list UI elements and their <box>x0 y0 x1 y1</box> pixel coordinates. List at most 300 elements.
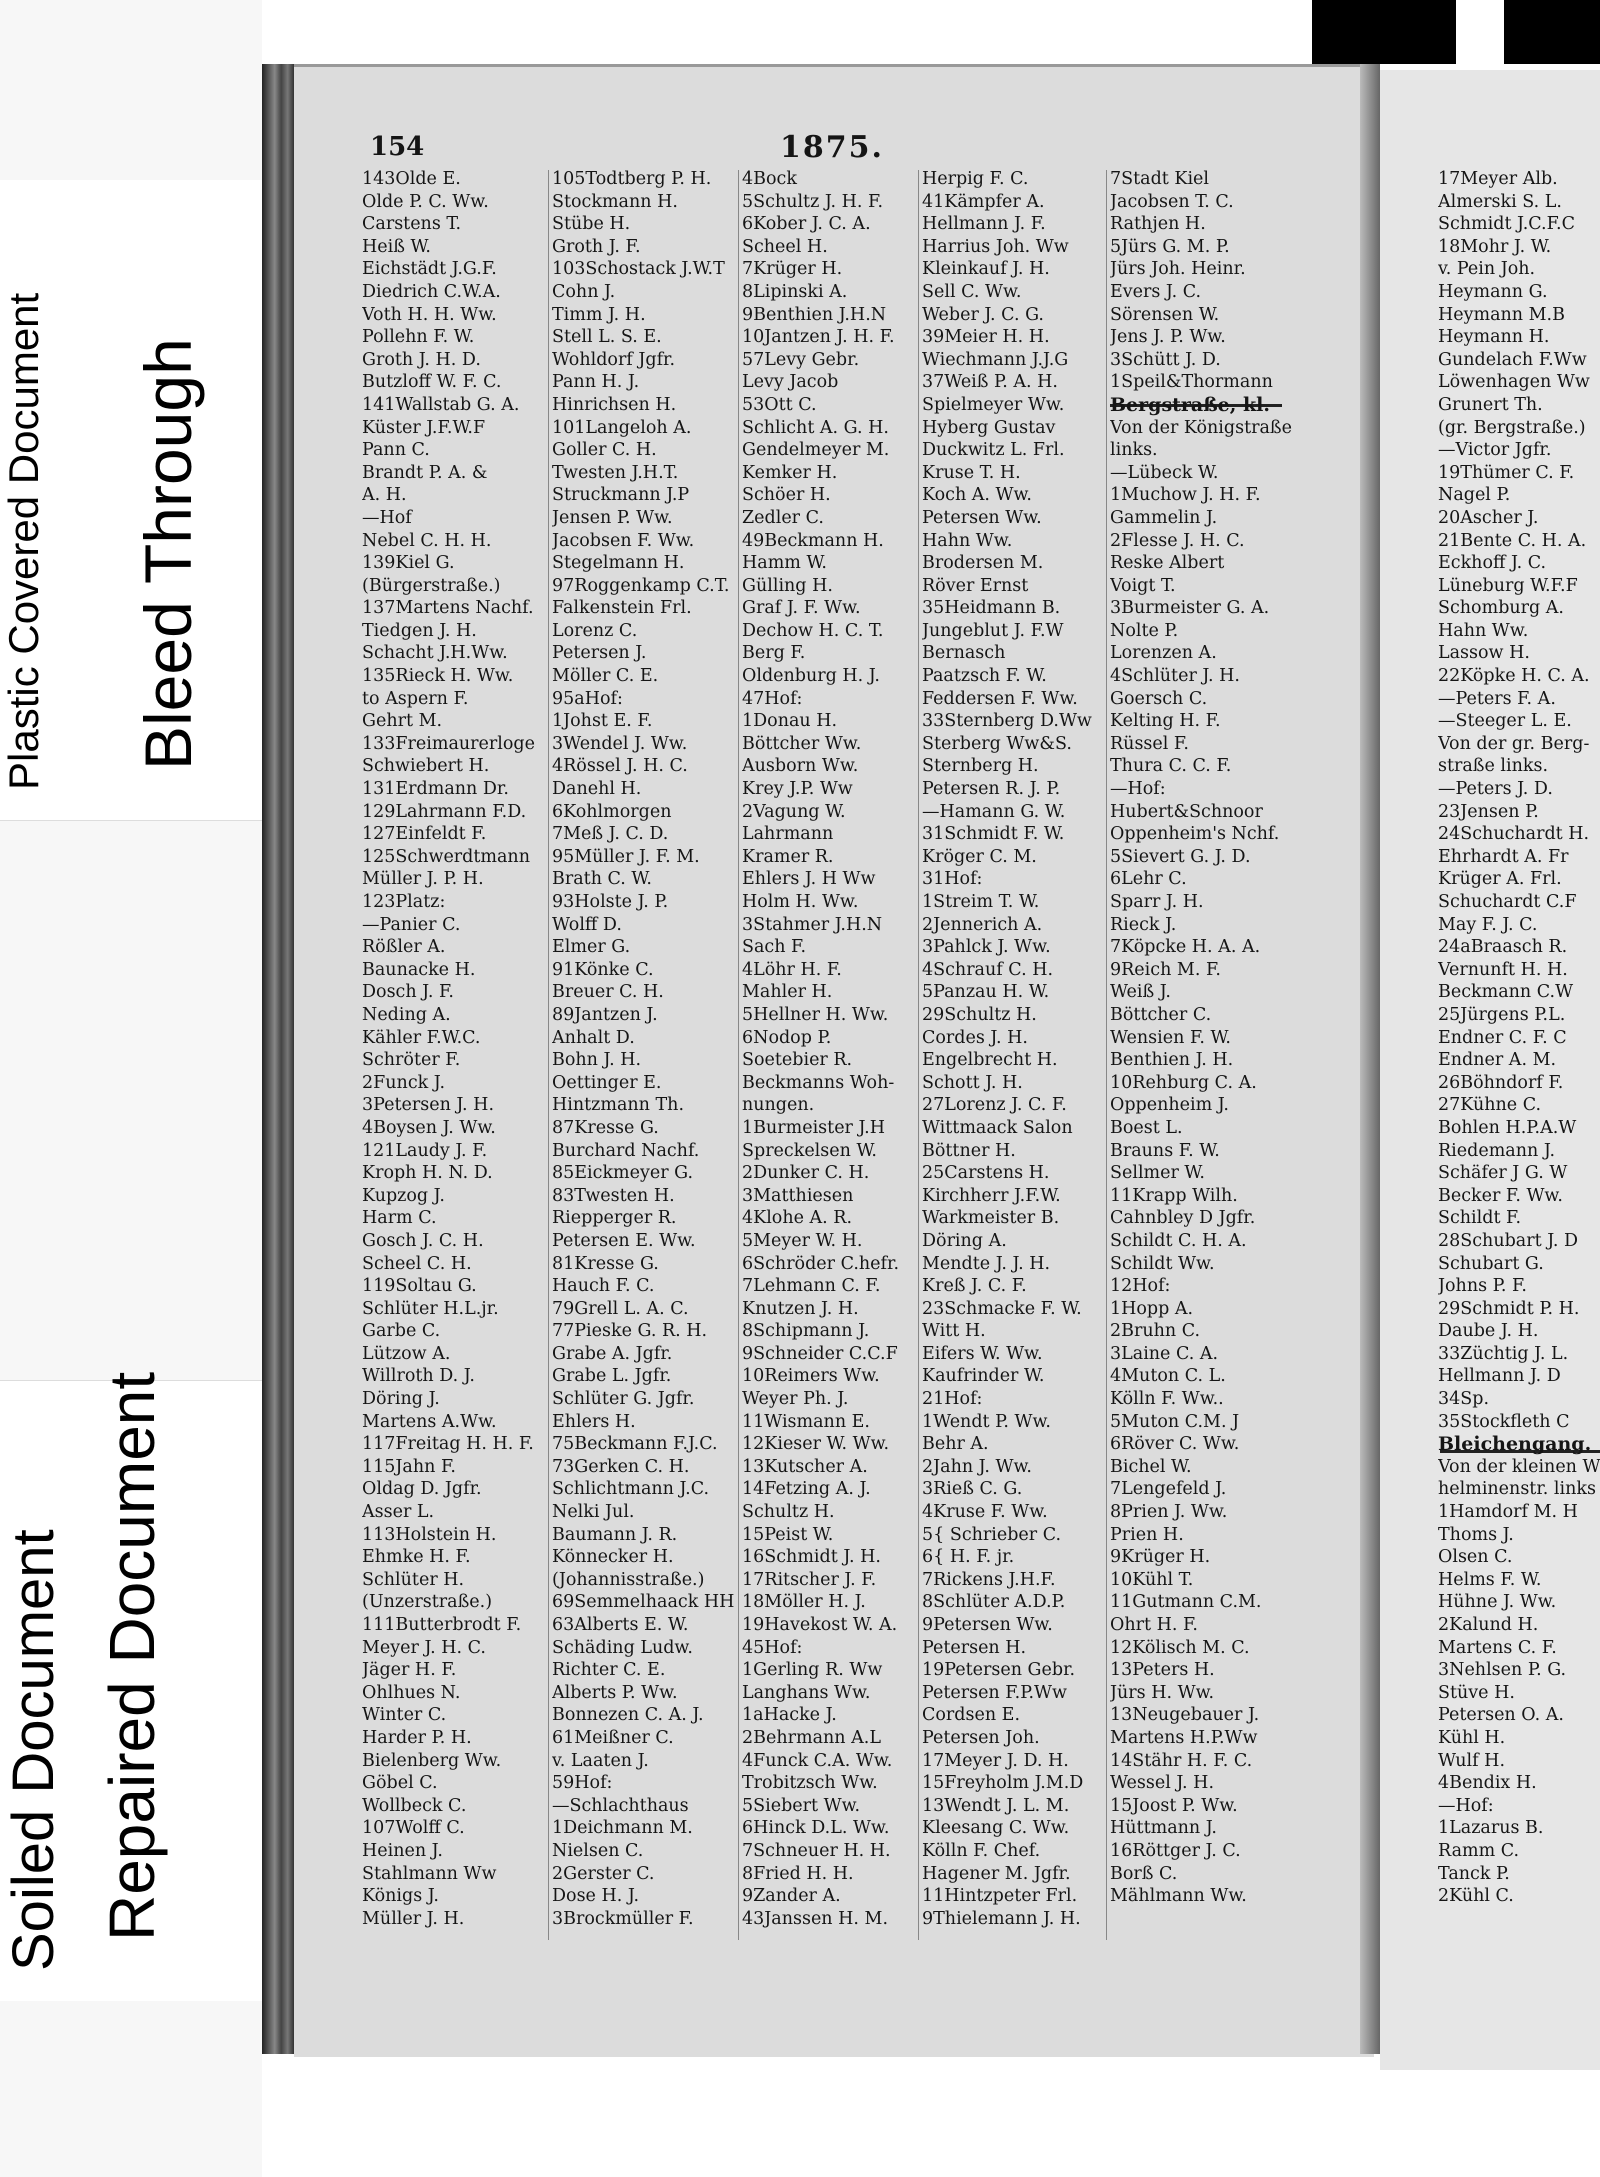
directory-column-4 <box>922 168 1106 1930</box>
directory-entry: Gundelach F.Ww <box>1438 349 1587 370</box>
directory-entry: 2Jahn J. Ww. <box>922 1456 1032 1477</box>
directory-entry: Müller J. P. H. <box>362 869 484 890</box>
directory-entry: Lorenz C. <box>552 620 638 641</box>
directory-entry: Beckmann C.W <box>1438 982 1574 1003</box>
directory-entry: Nebel C. H. H. <box>362 530 492 551</box>
directory-entry: Kleinkauf J. H. <box>922 259 1050 280</box>
directory-entry: Martens H.P.Ww <box>1110 1727 1258 1748</box>
directory-entry: links. <box>1110 440 1158 461</box>
directory-entry: Kölln F. Chef. <box>922 1840 1041 1861</box>
directory-entry: Butzloff W. F. C. <box>362 372 502 393</box>
directory-entry: Helms F. W. <box>1438 1569 1542 1590</box>
directory-entry: 103Schostack J.W.T <box>552 259 725 280</box>
directory-entry: Elmer G. <box>552 937 631 958</box>
directory-entry: Goller C. H. <box>552 440 657 461</box>
directory-entry: Könnecker H. <box>552 1547 674 1568</box>
directory-entry: 4Muton C. L. <box>1110 1366 1226 1387</box>
directory-entry: Von der kleinen W <box>1438 1456 1600 1477</box>
directory-entry: v. Pein Joh. <box>1438 259 1536 280</box>
directory-entry: Weber J. C. G. <box>922 304 1044 325</box>
directory-entry: Sparr J. H. <box>1110 892 1204 912</box>
directory-entry: 5Panzau H. W. <box>922 982 1050 1003</box>
directory-entry: 27Lorenz J. C. F. <box>922 1095 1067 1116</box>
directory-entry: Cohn J. <box>552 281 616 302</box>
directory-entry: 1Johst E. F. <box>552 711 653 732</box>
directory-entry: Diedrich C.W.A. <box>362 281 501 302</box>
directory-entry: Jensen P. Ww. <box>552 507 673 528</box>
directory-entry: Rößler A. <box>362 937 446 958</box>
directory-entry: 63Alberts E. W. <box>552 1615 689 1635</box>
directory-entry: Kupzog J. <box>362 1185 445 1206</box>
directory-entry: Scheel C. H. <box>362 1253 472 1274</box>
directory-entry: Wessel J. H. <box>1110 1773 1215 1794</box>
directory-entry: Pann C. <box>362 440 430 461</box>
directory-entry: 3Stahmer J.H.N <box>742 914 883 935</box>
directory-entry: Olde P. C. Ww. <box>362 191 489 212</box>
directory-entry: Bohlen H.P.A.W <box>1438 1117 1577 1138</box>
directory-entry: Wiechmann J.J.G <box>922 349 1069 370</box>
directory-entry: 4Schrauf C. H. <box>922 959 1054 980</box>
margin-label-repaired: Repaired Document <box>96 1371 168 1941</box>
directory-entry: Tanck P. <box>1438 1863 1510 1884</box>
directory-entry: 47Hof: <box>742 688 803 709</box>
directory-entry: 73Gerken C. H. <box>552 1456 690 1477</box>
directory-entry: 2Bruhn C. <box>1110 1321 1201 1342</box>
directory-entry: 95aHof: <box>552 688 623 709</box>
directory-entry: Eckhoff J. C. <box>1438 553 1547 574</box>
directory-entry: Schultz H. <box>742 1502 835 1523</box>
directory-entry: Hubert&Schnoor <box>1110 801 1263 822</box>
directory-entry: Gosch J. C. H. <box>362 1230 484 1251</box>
directory-entry: Pann H. J. <box>552 372 640 393</box>
directory-entry: 117Freitag H. H. F. <box>362 1434 534 1455</box>
directory-entry: Spielmeyer Ww. <box>922 394 1065 415</box>
directory-entry: Petersen Ww. <box>922 507 1042 528</box>
directory-entry: Von der gr. Berg- <box>1438 733 1590 754</box>
directory-entry: 113Holstein H. <box>362 1524 497 1545</box>
directory-entry: 7Stadt Kiel <box>1110 169 1210 189</box>
directory-entry: 26Böhndorf F. <box>1438 1072 1564 1093</box>
damage-label-sticker-bottom <box>0 1371 262 2001</box>
directory-entry: 2Funck J. <box>362 1072 446 1093</box>
directory-entry: Ohrt H. F. <box>1110 1615 1198 1635</box>
directory-entry: Johns P. F. <box>1438 1276 1527 1297</box>
directory-entry: Stegelmann H. <box>552 553 685 574</box>
directory-entry: Schlüter H.L.jr. <box>362 1298 499 1319</box>
directory-entry: 28Schubart J. D <box>1438 1230 1579 1251</box>
directory-entry: Holm H. Ww. <box>742 892 859 912</box>
directory-entry: Beckmanns Woh- <box>742 1072 895 1093</box>
directory-entry: Böttner H. <box>922 1140 1016 1161</box>
directory-entry: Schwiebert H. <box>362 756 490 777</box>
directory-entry: 10Reimers Ww. <box>742 1366 880 1387</box>
directory-entry: 131Erdmann Dr. <box>362 779 509 800</box>
directory-entry: 123Platz: <box>362 892 446 912</box>
directory-entry: Löwenhagen Ww <box>1438 372 1590 393</box>
directory-entry: Harder P. H. <box>362 1727 472 1748</box>
directory-entry: 6Hinck D.L. Ww. <box>742 1818 890 1839</box>
directory-entry: Cordes J. H. <box>922 1027 1028 1048</box>
directory-entry: Schacht J.H.Ww. <box>362 643 508 664</box>
directory-entry: 3Rieß C. G. <box>922 1479 1023 1500</box>
directory-entry: 75Beckmann F.J.C. <box>552 1434 718 1455</box>
directory-entry: Jungeblut J. F.W <box>922 620 1064 641</box>
directory-entry: 20Ascher J. <box>1438 507 1539 528</box>
directory-entry: Oldag D. Jgfr. <box>362 1479 482 1500</box>
directory-entry: Kramer R. <box>742 846 834 867</box>
directory-entry: Mendte J. J. H. <box>922 1253 1051 1274</box>
directory-entry: 115Jahn F. <box>362 1456 456 1477</box>
directory-entry: Gehrt M. <box>362 711 443 732</box>
directory-entry: Daube J. H. <box>1438 1321 1539 1342</box>
directory-entry: Anhalt D. <box>552 1027 635 1048</box>
directory-entry: Stübe H. <box>552 214 631 235</box>
directory-entry: 17Meyer Alb. <box>1438 169 1558 189</box>
directory-entry: 1Speil&Thormann <box>1110 372 1273 393</box>
directory-entry: Brauns F. W. <box>1110 1140 1220 1161</box>
directory-entry: 8Prien J. Ww. <box>1110 1502 1228 1523</box>
directory-entry: Von der Königstraße <box>1110 417 1292 438</box>
directory-entry: Vernunft H. H. <box>1438 959 1568 980</box>
directory-entry: 6Kohlmorgen <box>552 801 672 822</box>
directory-entry: Tiedgen J. H. <box>362 620 477 641</box>
directory-entry: Hinrichsen H. <box>552 394 677 415</box>
directory-entry: 5Siebert Ww. <box>742 1795 861 1816</box>
directory-entry: 9Reich M. F. <box>1110 959 1221 980</box>
directory-entry: 29Schmidt P. H. <box>1438 1298 1580 1319</box>
directory-entry: Grunert Th. <box>1438 394 1543 415</box>
directory-entry: Danehl H. <box>552 779 642 800</box>
directory-entry: 7Meß J. C. D. <box>552 824 669 845</box>
directory-entry: 25Jürgens P.L. <box>1438 1004 1566 1025</box>
directory-entry: Duckwitz L. Frl. <box>922 440 1065 461</box>
directory-column-2 <box>552 168 736 1930</box>
directory-entry: Hüttmann J. <box>1110 1818 1217 1839</box>
directory-entry: Kühl H. <box>1438 1727 1506 1748</box>
directory-entry: 43Janssen H. M. <box>742 1908 889 1929</box>
directory-entry: 7Köpcke H. A. A. <box>1110 937 1261 958</box>
directory-entry: 6Röver C. Ww. <box>1110 1434 1240 1455</box>
directory-entry: Rüssel F. <box>1110 733 1189 754</box>
directory-entry: Jens J. P. Ww. <box>1110 327 1226 348</box>
directory-entry: —Hamann G. W. <box>922 801 1066 822</box>
directory-entry: 9Schneider C.C.F <box>742 1343 898 1364</box>
directory-entry: 4Kruse F. Ww. <box>922 1502 1048 1523</box>
directory-entry: 9Petersen Ww. <box>922 1615 1053 1635</box>
directory-entry: —Hof <box>362 507 412 528</box>
directory-column-3 <box>742 168 926 1930</box>
directory-entry: 17Meyer J. D. H. <box>922 1750 1069 1771</box>
directory-entry: 2Jennerich A. <box>922 914 1043 935</box>
directory-entry: 1Burmeister J.H <box>742 1117 885 1138</box>
scan-top-edge <box>1280 0 1600 64</box>
directory-entry: 23Schmacke F. W. <box>922 1298 1082 1319</box>
directory-entry: v. Laaten J. <box>552 1750 649 1771</box>
directory-entry: Nelki Jul. <box>552 1502 635 1523</box>
directory-entry: 3Brockmüller F. <box>552 1908 694 1929</box>
directory-entry: to Aspern F. <box>362 688 469 709</box>
directory-entry: 119Soltau G. <box>362 1276 477 1297</box>
directory-entry: Petersen H. <box>922 1637 1027 1658</box>
directory-entry: 29Schultz H. <box>922 1004 1037 1025</box>
directory-entry: Schlüter H. <box>362 1569 465 1590</box>
directory-entry: 15Joost P. Ww. <box>1110 1795 1238 1816</box>
directory-entry: 3Petersen J. H. <box>362 1095 495 1116</box>
directory-entry: 31Schmidt F. W. <box>922 824 1065 845</box>
directory-entry: Wittmaack Salon <box>922 1117 1073 1138</box>
directory-entry: Küster J.F.W.F <box>362 417 486 438</box>
directory-entry: 4Klohe A. R. <box>742 1208 853 1229</box>
directory-entry: Kelting H. F. <box>1110 711 1221 732</box>
directory-column-6 <box>1438 168 1600 1908</box>
directory-entry: 34Sp. <box>1438 1389 1490 1410</box>
directory-entry: 59Hof: <box>552 1773 613 1794</box>
directory-entry: Ohlhues N. <box>362 1682 461 1703</box>
directory-entry: 6{ H. F. jr. <box>922 1547 1015 1568</box>
directory-entry: 2Vagung W. <box>742 801 846 822</box>
directory-entry: Garbe C. <box>362 1321 441 1342</box>
directory-entry: 3Matthiesen <box>742 1185 854 1206</box>
directory-entry: 6Nodop P. <box>742 1027 832 1048</box>
directory-entry: 5Muton C.M. J <box>1110 1411 1240 1432</box>
directory-entry: Eichstädt J.G.F. <box>362 259 497 280</box>
directory-entry: 77Pieske G. R. H. <box>552 1321 708 1342</box>
directory-entry: Schildt C. H. A. <box>1110 1230 1247 1251</box>
directory-entry: Lassow H. <box>1438 643 1530 664</box>
directory-entry: Döring A. <box>922 1230 1007 1251</box>
directory-entry: 49Beckmann H. <box>742 530 884 551</box>
directory-entry: 14Stähr H. F. C. <box>1110 1750 1253 1771</box>
directory-entry: Hintzmann Th. <box>552 1095 685 1116</box>
directory-entry: Stockmann H. <box>552 191 678 212</box>
directory-entry: Gendelmeyer M. <box>742 440 890 461</box>
directory-entry: 101Langeloh A. <box>552 417 692 438</box>
directory-entry: 7Lengefeld J. <box>1110 1479 1227 1500</box>
directory-entry: 10Rehburg C. A. <box>1110 1072 1257 1093</box>
directory-entry: Levy Jacob <box>742 372 839 393</box>
directory-entry: Harrius Joh. Ww <box>922 236 1069 257</box>
directory-entry: 141Wallstab G. A. <box>362 394 520 415</box>
directory-entry: Meyer J. H. C. <box>362 1637 486 1658</box>
directory-entry: 22Köpke H. C. A. <box>1438 666 1590 687</box>
directory-entry: Brath C. W. <box>552 869 652 890</box>
directory-entry: Baunacke H. <box>362 959 476 980</box>
directory-entry: —Steeger L. E. <box>1438 711 1572 732</box>
directory-entry: Behr A. <box>922 1434 989 1455</box>
directory-entry: 25Carstens H. <box>922 1163 1050 1184</box>
directory-entry: 5{ Schrieber C. <box>922 1524 1062 1545</box>
directory-entry: Schlicht A. G. H. <box>742 417 889 438</box>
directory-entry: Heymann H. <box>1438 327 1550 348</box>
directory-entry: 8Lipinski A. <box>742 281 848 302</box>
directory-entry: Trobitzsch Ww. <box>742 1773 878 1794</box>
directory-entry: Röver Ernst <box>922 575 1029 596</box>
directory-entry: 21Hof: <box>922 1389 983 1410</box>
directory-entry: 11Gutmann C.M. <box>1110 1592 1262 1613</box>
directory-entry: 1aHacke J. <box>742 1705 837 1726</box>
directory-entry: Wollbeck C. <box>362 1795 467 1816</box>
directory-entry: (Johannisstraße.) <box>552 1569 705 1590</box>
directory-entry: 139Kiel G. <box>362 553 455 574</box>
directory-entry: Petersen J. <box>552 643 647 664</box>
directory-entry: Eifers W. Ww. <box>922 1343 1043 1364</box>
directory-entry: Witt H. <box>922 1321 986 1342</box>
directory-entry: 1Muchow J. H. F. <box>1110 485 1261 506</box>
directory-entry: Kröger C. M. <box>922 846 1037 867</box>
directory-entry: 137Martens Nachf. <box>362 598 534 619</box>
directory-entry: Kruse T. H. <box>922 462 1021 483</box>
directory-entry: 2Dunker C. H. <box>742 1163 870 1184</box>
directory-entry: Schuchardt C.F <box>1438 892 1577 912</box>
directory-entry: 111Butterbrodt F. <box>362 1615 522 1635</box>
directory-entry: 91Könke C. <box>552 959 654 980</box>
directory-entry: Nagel P. <box>1438 485 1511 506</box>
directory-entry: Asser L. <box>362 1502 435 1523</box>
directory-entry: Thura C. C. F. <box>1110 756 1232 777</box>
directory-entry: Petersen E. Ww. <box>552 1230 696 1251</box>
directory-entry: Sach F. <box>742 937 807 958</box>
column-separator <box>738 170 739 1940</box>
directory-entry: Schäding Ludw. <box>552 1637 693 1658</box>
directory-entry: Lüneburg W.F.F <box>1438 575 1578 596</box>
directory-entry: Schöer H. <box>742 485 831 506</box>
directory-entry: Twesten J.H.T. <box>552 462 679 483</box>
directory-entry: Stüve H. <box>1438 1682 1515 1703</box>
directory-entry: 4Bendix H. <box>1438 1773 1537 1794</box>
directory-entry: Döring J. <box>362 1389 440 1410</box>
directory-entry: Grabe A. Jgfr. <box>552 1343 673 1364</box>
directory-entry: 1Gerling R. Ww <box>742 1660 883 1681</box>
directory-entry: Thoms J. <box>1438 1524 1514 1545</box>
directory-entry: Oppenheim J. <box>1110 1095 1229 1116</box>
directory-entry: Cahnbley D Jgfr. <box>1110 1208 1256 1229</box>
directory-entry: Prien H. <box>1110 1524 1184 1545</box>
directory-entry: Weiß J. <box>1110 982 1171 1003</box>
directory-entry: 13Kutscher A. <box>742 1456 868 1477</box>
directory-entry: 19Thümer C. F. <box>1438 462 1575 483</box>
directory-entry: Oppenheim's Nchf. <box>1110 824 1280 845</box>
directory-entry: Knutzen J. H. <box>742 1298 859 1319</box>
directory-entry: Heinen J. <box>362 1840 443 1861</box>
directory-entry: (gr. Bergstraße.) <box>1438 417 1586 438</box>
directory-entry: Hahn Ww. <box>922 530 1013 551</box>
directory-entry: Neding A. <box>362 1004 451 1025</box>
directory-entry: (Bürgerstraße.) <box>362 575 501 596</box>
directory-entry: Wensien F. W. <box>1110 1027 1231 1048</box>
directory-entry: Endner C. F. C <box>1438 1027 1567 1048</box>
directory-entry: Bohn J. H. <box>552 1050 642 1071</box>
directory-entry: 18Mohr J. W. <box>1438 236 1552 257</box>
directory-entry: 7Lehmann C. F. <box>742 1276 881 1297</box>
directory-entry: Ehmke H. F. <box>362 1547 471 1568</box>
margin-label-soiled: Soiled Document <box>1 1529 66 1971</box>
directory-entry: Schubart G. <box>1438 1253 1544 1274</box>
directory-entry: 1Hopp A. <box>1110 1298 1194 1319</box>
directory-entry: Baumann J. R. <box>552 1524 678 1545</box>
directory-entry: 1Streim T. W. <box>922 892 1040 912</box>
directory-entry: 8Fried H. H. <box>742 1863 854 1884</box>
directory-entry: Harm C. <box>362 1208 437 1229</box>
directory-entry: Göbel C. <box>362 1773 438 1794</box>
directory-entry: 3Laine C. A. <box>1110 1343 1219 1364</box>
directory-entry: Sterberg Ww&S. <box>922 733 1072 754</box>
directory-column-5 <box>1110 168 1292 1908</box>
directory-entry: 11Krapp Wilh. <box>1110 1185 1238 1206</box>
directory-entry: 95Müller J. F. M. <box>552 846 700 867</box>
directory-entry: Hauch F. C. <box>552 1276 655 1297</box>
directory-entry: Martens C. F. <box>1438 1637 1557 1658</box>
directory-entry: Winter C. <box>362 1705 447 1726</box>
page-number: 154 <box>370 132 425 162</box>
page-year-heading: 1875. <box>780 130 884 165</box>
directory-entry: 14Fetzing A. J. <box>742 1479 871 1500</box>
directory-entry: 13Peters H. <box>1110 1660 1215 1681</box>
directory-entry: 87Kresse G. <box>552 1117 659 1138</box>
directory-entry: Jäger H. F. <box>362 1660 457 1681</box>
directory-entry: 133Freimaurerloge <box>362 733 535 754</box>
directory-entry: 1Donau H. <box>742 711 838 732</box>
directory-entry: 2Flesse J. H. C. <box>1110 530 1245 551</box>
directory-entry: 6Schröder C.hefr. <box>742 1253 900 1274</box>
directory-entry: 79Grell L. A. C. <box>552 1298 689 1319</box>
directory-entry: 4Schlüter J. H. <box>1110 666 1240 687</box>
directory-entry: Lützow A. <box>362 1343 451 1364</box>
directory-entry: Müller J. H. <box>362 1908 465 1929</box>
directory-entry: 33Züchtig J. L. <box>1438 1343 1569 1364</box>
directory-entry: Petersen O. A. <box>1438 1705 1564 1726</box>
directory-entry: 1Hamdorf M. H <box>1438 1502 1578 1523</box>
directory-entry: Wulf H. <box>1438 1750 1506 1771</box>
directory-entry: Brodersen M. <box>922 553 1044 574</box>
directory-entry: Nolte P. <box>1110 620 1179 641</box>
directory-entry: 19Havekost W. A. <box>742 1615 898 1635</box>
directory-entry: 4Boysen J. Ww. <box>362 1117 496 1138</box>
directory-entry: Engelbrecht H. <box>922 1050 1058 1071</box>
directory-entry: 8Schipmann J. <box>742 1321 870 1342</box>
directory-entry: 24aBraasch R. <box>1438 937 1568 958</box>
directory-entry: 5Sievert G. J. D. <box>1110 846 1251 867</box>
directory-entry: Kaufrinder W. <box>922 1366 1045 1387</box>
directory-entry: 9Zander A. <box>742 1886 841 1907</box>
directory-entry: 33Sternberg D.Ww <box>922 711 1092 732</box>
directory-entry: 7Krüger H. <box>742 259 843 280</box>
directory-entry: 129Lahrmann F.D. <box>362 801 527 822</box>
directory-entry: Soetebier R. <box>742 1050 853 1071</box>
directory-entry: 8Schlüter A.D.P. <box>922 1592 1066 1613</box>
directory-entry: 45Hof: <box>742 1637 803 1658</box>
directory-entry: Reske Albert <box>1110 553 1225 574</box>
directory-entry: Dechow H. C. T. <box>742 620 884 641</box>
directory-entry: Kähler F.W.C. <box>362 1027 481 1048</box>
directory-entry: Riepperger R. <box>552 1208 677 1229</box>
directory-entry: Bonnezen C. A. J. <box>552 1705 704 1726</box>
directory-entry: Voth H. H. Ww. <box>362 304 497 325</box>
directory-entry: 5Schultz J. H. F. <box>742 191 884 212</box>
directory-entry: Voigt T. <box>1110 575 1176 596</box>
directory-entry: 85Eickmeyer G. <box>552 1163 694 1184</box>
directory-entry: Graf J. F. Ww. <box>742 598 861 619</box>
directory-entry: 2Behrmann A.L <box>742 1727 881 1748</box>
directory-entry: Herpig F. C. <box>922 169 1029 189</box>
directory-entry: Borß C. <box>1110 1863 1178 1884</box>
directory-entry: Bielenberg Ww. <box>362 1750 502 1771</box>
directory-entry: 1Wendt P. Ww. <box>922 1411 1051 1432</box>
directory-entry: Carstens T. <box>362 214 462 235</box>
directory-entry: 93Holste J. P. <box>552 892 669 912</box>
directory-entry: 2Kühl C. <box>1438 1886 1514 1907</box>
directory-entry: Hyberg Gustav <box>922 417 1056 438</box>
directory-entry: 5Jürs G. M. P. <box>1110 236 1230 257</box>
